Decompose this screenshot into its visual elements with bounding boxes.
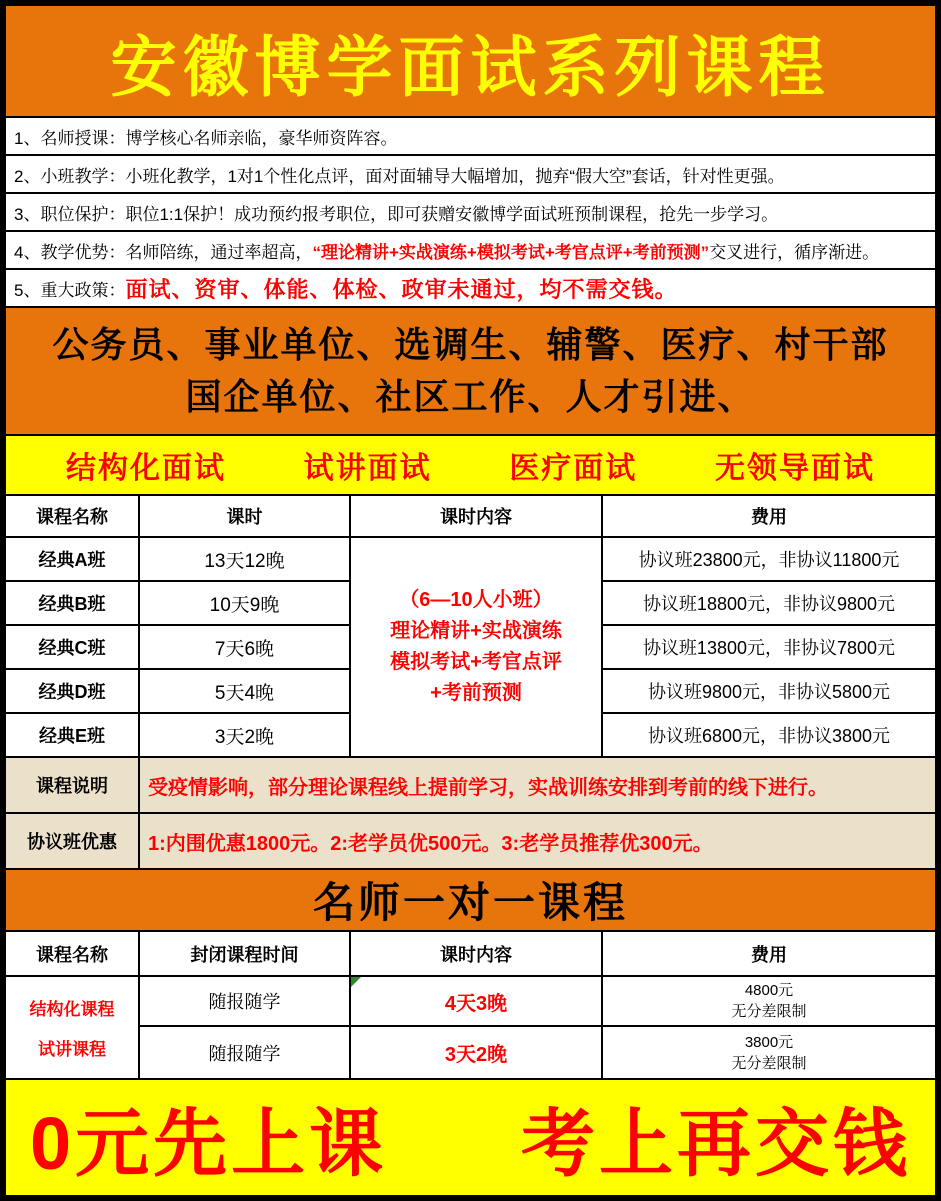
course-table (6, 496, 935, 870)
t1-row5-name: 经典E班 (6, 714, 140, 758)
t2-header-schedule: 封闭课程时间 (140, 932, 351, 977)
t1-header-name: 课程名称 (6, 496, 140, 538)
t2-header-content: 课时内容 (351, 932, 603, 977)
one-on-one-table (6, 932, 935, 1080)
t2-course-labels (6, 977, 140, 1078)
intro-item-3 (6, 194, 935, 232)
t2-header-name: 课程名称 (6, 932, 140, 977)
intro-item-5 (6, 270, 935, 308)
t1-row5-hours: 3天2晚 (140, 714, 351, 758)
footer-slogan-left: 0元先上课 (30, 1101, 388, 1185)
one-on-one-title: 名师一对一课程 (312, 879, 628, 926)
note-label-description: 课程说明 (6, 758, 140, 814)
one-on-one-banner (6, 870, 935, 932)
t1-content-cell: （6—10人小班） 理论精讲+实战演练 模拟考试+考官点评 +考前预测 (351, 538, 603, 758)
audience-line-2: 国企单位、社区工作、人才引进、 (185, 376, 756, 417)
intro-text: 2、小班教学：小班化教学，1对1个性化点评，面对面辅导大幅增加，抛弃“假大空”套话，针对性更强。 (14, 166, 785, 186)
t1-header-fee: 费用 (603, 496, 935, 538)
intro-item-2 (6, 156, 935, 194)
t2-course-structured: 结构化课程 (29, 999, 115, 1019)
t2-row1-schedule: 随报随学 (140, 977, 351, 1027)
t2-course-lecture: 试讲课程 (38, 1040, 106, 1060)
audience-line-1: 公务员、事业单位、选调生、辅警、医疗、村干部 (52, 323, 889, 365)
t1-row4-hours: 5天4晚 (140, 670, 351, 714)
footer-slogan (6, 1080, 935, 1195)
page-title: 安徽博学面试系列课程 (110, 27, 831, 106)
t1-row4-name: 经典D班 (6, 670, 140, 714)
t1-row2-hours: 10天9晚 (140, 582, 351, 626)
title-banner (6, 6, 935, 118)
t1-row2-name: 经典B班 (6, 582, 140, 626)
class-size-note: （6—10人小班） (399, 589, 553, 611)
t1-row4-fee: 协议班9800元，非协议5800元 (603, 670, 935, 714)
category-band (6, 436, 935, 496)
note-label-discount: 协议班优惠 (6, 814, 140, 870)
poster-body (6, 6, 935, 1195)
audience-band (6, 308, 935, 436)
cell-corner-marker (351, 977, 361, 987)
note-text-discount: 1:内围优惠1800元。2:老学员优500元。3:老学员推荐优300元。 (140, 814, 935, 870)
intro-policy-highlight: 面试、资审、体能、体检、政审未通过，均不需交钱。 (125, 276, 678, 303)
t1-header-hours: 课时 (140, 496, 351, 538)
category-leaderless: 无领导面试 (714, 452, 875, 485)
t1-row1-fee: 协议班23800元，非协议11800元 (603, 538, 935, 582)
note-text-description: 受疫情影响，部分理论课程线上提前学习，实战训练安排到考前的线下进行。 (140, 758, 935, 814)
t1-row3-name: 经典C班 (6, 626, 140, 670)
t2-row2-duration: 3天2晚 (351, 1027, 603, 1078)
t1-row2-fee: 协议班18800元，非协议9800元 (603, 582, 935, 626)
t2-row2-schedule: 随报随学 (140, 1027, 351, 1078)
t1-row1-hours: 13天12晚 (140, 538, 351, 582)
t1-row3-hours: 7天6晚 (140, 626, 351, 670)
intro-text: 4、教学优势：名师陪练，通过率超高， (14, 242, 313, 262)
t2-header-fee: 费用 (603, 932, 935, 977)
category-medical: 医疗面试 (509, 452, 638, 485)
footer-slogan-right: 考上再交钱 (521, 1101, 911, 1185)
t1-row5-fee: 协议班6800元，非协议3800元 (603, 714, 935, 758)
t2-row2-fee: 3800元 无分差限制 (731, 1033, 807, 1072)
t1-row1-name: 经典A班 (6, 538, 140, 582)
intro-text: 1、名师授课：博学核心名师亲临，豪华师资阵容。 (14, 128, 398, 148)
intro-highlight: “理论精讲+实战演练+模拟考试+考官点评+考前预测” (312, 242, 710, 262)
category-lecture: 试讲面试 (303, 452, 432, 485)
t1-row3-fee: 协议班13800元，非协议7800元 (603, 626, 935, 670)
intro-text: 5、重大政策： (14, 280, 126, 300)
t2-row1-duration: 4天3晚 (351, 977, 603, 1027)
intro-item-4: 4、教学优势：名师陪练，通过率超高， “理论精讲+实战演练+模拟考试+考官点评+考前预测” 交叉进行，循序渐进。 (6, 232, 935, 270)
intro-text: 3、职位保护：职位1:1保护！成功预约报考职位，即可获赠安徽博学面试班预制课程，抢先一步学习。 (14, 204, 779, 224)
t1-header-content: 课时内容 (351, 496, 603, 538)
t2-row1-fee: 4800元 无分差限制 (603, 977, 935, 1027)
category-structured: 结构化面试 (66, 452, 226, 485)
intro-item-1 (6, 118, 935, 156)
